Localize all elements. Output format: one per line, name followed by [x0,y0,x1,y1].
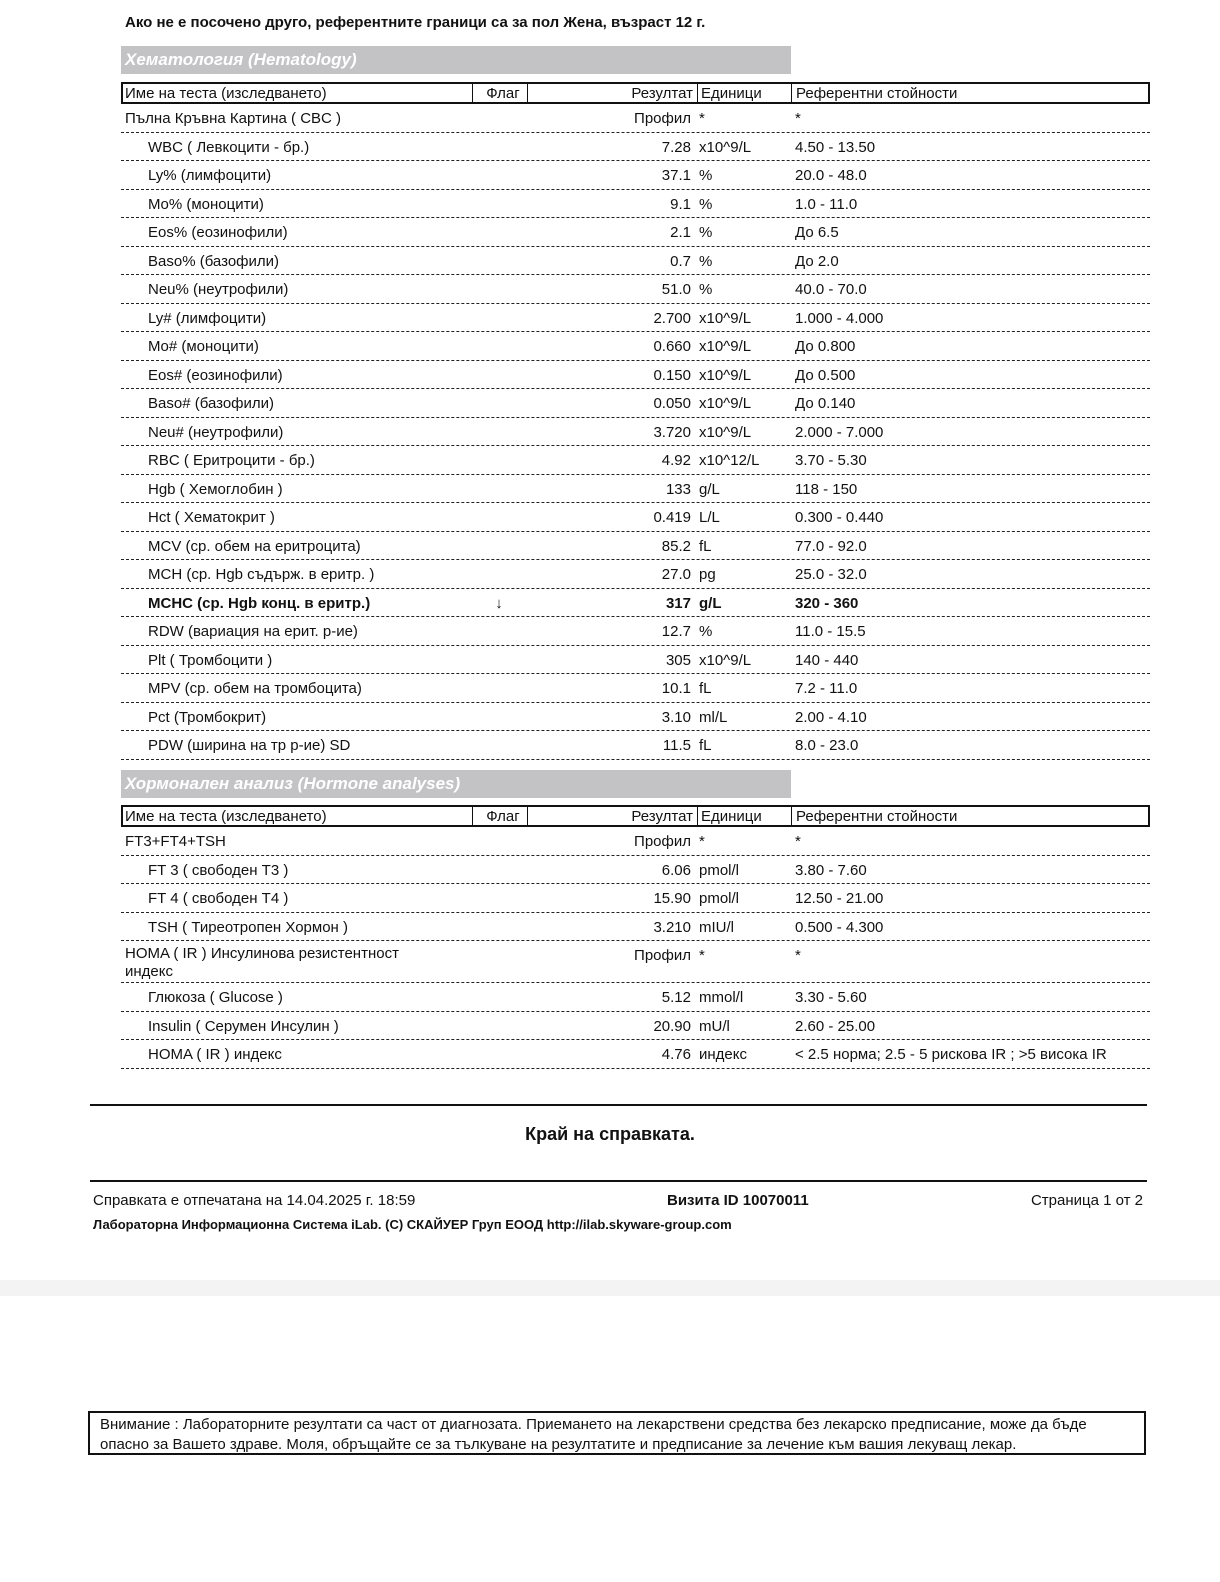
reference-range: * [795,947,801,964]
column-divider [791,84,792,102]
units: x10^9/L [699,366,752,384]
units: % [699,623,713,640]
test-name: Insulin ( Серумен Инсулин ) [148,1017,339,1035]
units: ml/L [699,708,728,726]
result-value: 85.2 [661,537,691,555]
test-name: Pct (Тромбокрит) [148,708,267,726]
table-header [121,82,1150,104]
system-credit: Лабораторна Информационна Система iLab. (C) СКАЙУЕР Груп ЕООД http://ilab.skyware-group.com [93,1217,732,1232]
result-value: 51.0 [661,281,691,298]
reference-range: До 6.5 [795,224,839,241]
section-title-hematology: Хематология (Hematology) [121,46,791,74]
test-name: Eos# (еозинофили) [148,366,283,384]
section-title-hormones: Хормонален анализ (Hormone analyses) [121,770,791,798]
result-value: 2.1 [670,224,691,241]
test-row [121,617,1150,646]
test-row [121,731,1150,760]
test-name: WBC ( Левкоцити - бр.) [148,138,310,156]
test-row [121,161,1150,190]
page-gap [0,1280,1220,1296]
result-value: 0.419 [653,509,691,526]
column-header-result: Резултат [631,85,693,102]
test-name: MCH (ср. Hgb съдърж. в еритр. ) [148,566,375,583]
result-value: 6.06 [661,861,691,879]
test-row [121,247,1150,276]
units: индекс [699,1046,747,1063]
test-row [121,589,1150,618]
test-name: MPV (ср. обем на тромбоцита) [148,680,362,697]
result-value: 20.90 [653,1017,691,1035]
column-divider [527,807,528,825]
units: % [699,252,713,270]
divider [90,1104,1147,1106]
medical-warning: Внимание : Лабораторните резултати са част от диагнозата. Приемането на лекарствени средства без лекарско предписание, може да бъде опасно за Вашето здраве. Моля, обръщайте се за тълкуване на резултатите и предписание за лечение към вашия лекуващ лекар. [88,1411,1146,1455]
test-name: Глюкоза ( Glucose ) [148,989,283,1006]
units: x10^9/L [699,423,752,441]
page-number: Страница 1 от 2 [1030,1192,1143,1209]
test-row [121,304,1150,333]
test-name: Пълна Кръвна Картина ( CBC ) [125,110,342,127]
result-value: 4.92 [661,452,691,469]
column-header-name: Име на теста (изследването) [125,808,327,825]
result-value: 3.10 [661,708,691,726]
test-row [121,218,1150,247]
column-header-flag: Флаг [486,85,520,102]
reference-range: 1.000 - 4.000 [795,309,884,327]
reference-range: 40.0 - 70.0 [795,281,867,298]
result-value: 2.700 [653,309,691,327]
result-value: 0.150 [653,366,691,384]
column-divider [791,807,792,825]
column-header-units: Единици [701,85,762,102]
reference-range: * [795,833,801,850]
reference-range: 2.000 - 7.000 [795,423,884,441]
units: x10^9/L [699,138,752,156]
test-row [121,190,1150,219]
units: x10^9/L [699,309,752,327]
test-name: Plt ( Тромбоцити ) [148,651,273,669]
test-row [121,133,1150,162]
reference-range: 11.0 - 15.5 [795,623,866,640]
units: x10^9/L [699,338,752,355]
test-name: Eos% (еозинофили) [148,224,288,241]
test-name: Mo# (моноцити) [148,338,259,355]
profile-row [121,941,1150,983]
reference-range: До 0.800 [795,338,856,355]
column-divider [472,84,473,102]
units: fL [699,537,712,555]
reference-range: 3.30 - 5.60 [795,989,867,1006]
test-name: TSH ( Тиреотропен Хормон ) [148,918,349,936]
test-row [121,475,1150,504]
result-value: 0.660 [653,338,691,355]
test-name: HOMA ( IR ) индекс [148,1046,282,1063]
reference-range: 118 - 150 [795,480,858,498]
units: % [699,195,713,213]
column-divider [472,807,473,825]
test-name: FT 4 ( свободен Т4 ) [148,890,289,907]
result-value: 4.76 [661,1046,691,1063]
column-header-reference: Референтни стойности [796,85,958,102]
flag-low-arrow-icon: ↓ [495,594,503,612]
column-header-name: Име на теста (изследването) [125,85,327,102]
units: g/L [699,480,720,498]
units: g/L [699,594,722,612]
column-header-units: Единици [701,808,762,825]
units: * [699,947,705,964]
test-name: MCHC (ср. Hgb конц. в еритр.) [148,594,371,612]
test-name: RBC ( Еритроцити - бр.) [148,452,315,469]
test-row [121,503,1150,532]
test-name: Ly# (лимфоцити) [148,309,267,327]
reference-range: 320 - 360 [795,594,859,612]
units: x10^9/L [699,651,752,669]
reference-range: 25.0 - 32.0 [795,566,867,583]
test-row [121,674,1150,703]
units: % [699,167,713,184]
test-row [121,361,1150,390]
reference-range: 4.50 - 13.50 [795,138,876,156]
reference-range: 2.60 - 25.00 [795,1017,876,1035]
result-value: 27.0 [661,566,691,583]
reference-range: 7.2 - 11.0 [795,680,858,697]
units: pg [699,566,716,583]
test-name: Baso# (базофили) [148,395,275,412]
test-row [121,983,1150,1012]
reference-range: До 2.0 [795,252,839,270]
test-row [121,884,1150,913]
result-value: 7.28 [661,138,691,156]
reference-range: До 0.500 [795,366,856,384]
test-row [121,446,1150,475]
test-row [121,560,1150,589]
reference-range: 0.500 - 4.300 [795,918,884,936]
reference-range: 20.0 - 48.0 [795,167,867,184]
reference-range: 2.00 - 4.10 [795,708,867,726]
test-name: Mo% (моноцити) [148,195,264,213]
test-name: Hct ( Хематокрит ) [148,509,275,526]
hematology-table [121,82,1150,760]
test-name: RDW (вариация на ерит. р-ие) [148,623,358,640]
test-row [121,1012,1150,1041]
result-value: 0.7 [670,252,691,270]
profile-row [121,827,1150,856]
column-divider [527,84,528,102]
units: % [699,224,713,241]
result-value: 9.1 [670,195,691,213]
result-value: 3.210 [653,918,691,936]
test-row [121,418,1150,447]
test-row [121,1040,1150,1069]
test-name: Neu% (неутрофили) [148,281,289,298]
units: mU/l [699,1017,730,1035]
reference-range: 140 - 440 [795,651,859,669]
result-value: 133 [665,480,691,498]
result-value: 5.12 [661,989,691,1006]
result-value: Профил [634,947,691,964]
column-divider [697,807,698,825]
reference-note: Ако не е посочено друго, референтните граници са за пол Жена, възраст 12 г. [125,14,706,31]
units: L/L [699,509,720,526]
reference-range: * [795,110,801,127]
test-name: Baso% (базофили) [148,252,280,270]
hormone-table [121,805,1150,1069]
end-of-report: Край на справката. [525,1124,695,1144]
column-header-reference: Референтни стойности [796,808,958,825]
result-value: 3.720 [653,423,691,441]
result-value: 37.1 [661,167,691,184]
column-header-result: Резултат [631,808,693,825]
units: x10^12/L [699,452,760,469]
test-row [121,332,1150,361]
units: fL [699,680,712,697]
units: * [699,110,705,127]
units: mIU/l [699,918,734,936]
visit-id: Визита ID 10070011 [667,1192,809,1209]
units: x10^9/L [699,395,752,412]
printed-timestamp: Справката е отпечатана на 14.04.2025 г. 18:59 [93,1192,416,1209]
test-row [121,646,1150,675]
units: pmol/l [699,890,740,907]
reference-range: 8.0 - 23.0 [795,737,859,754]
test-row [121,389,1150,418]
test-name: FT 3 ( свободен Т3 ) [148,861,289,879]
result-value: 317 [665,594,691,612]
result-value: 12.7 [661,623,691,640]
test-row [121,275,1150,304]
test-row [121,532,1150,561]
reference-range: 12.50 - 21.00 [795,890,884,907]
result-value: Профил [634,110,691,127]
test-name: FT3+FT4+TSH [125,833,226,850]
result-value: 15.90 [653,890,691,907]
units: % [699,281,713,298]
units: pmol/l [699,861,740,879]
result-value: 305 [665,651,691,669]
result-value: 11.5 [662,737,691,754]
units: mmol/l [699,989,744,1006]
test-name: Ly% (лимфоцити) [148,167,272,184]
units: fL [699,737,712,754]
result-value: 10.1 [661,680,691,697]
reference-range: 77.0 - 92.0 [795,537,867,555]
test-name: PDW (ширина на тр р-ие) SD [148,737,351,754]
divider [90,1180,1147,1182]
test-row [121,703,1150,732]
units: * [699,833,705,850]
reference-range: < 2.5 норма; 2.5 - 5 рискова IR ; >5 висока IR [795,1046,1107,1063]
table-header [121,805,1150,827]
reference-range: 3.80 - 7.60 [795,861,867,879]
reference-range: До 0.140 [795,395,856,412]
test-name: HOMA ( IR ) Инсулинова резистентност индекс [125,945,399,980]
reference-range: 1.0 - 11.0 [795,195,858,213]
column-header-flag: Флаг [486,808,520,825]
column-divider [697,84,698,102]
test-row [121,856,1150,885]
result-value: Профил [634,833,691,850]
test-name: Neu# (неутрофили) [148,423,284,441]
test-name: MCV (ср. обем на еритроцита) [148,537,361,555]
reference-range: 0.300 - 0.440 [795,509,884,526]
test-row [121,913,1150,942]
test-name: Hgb ( Хемоглобин ) [148,480,283,498]
result-value: 0.050 [653,395,691,412]
reference-range: 3.70 - 5.30 [795,452,867,469]
profile-row [121,104,1150,133]
